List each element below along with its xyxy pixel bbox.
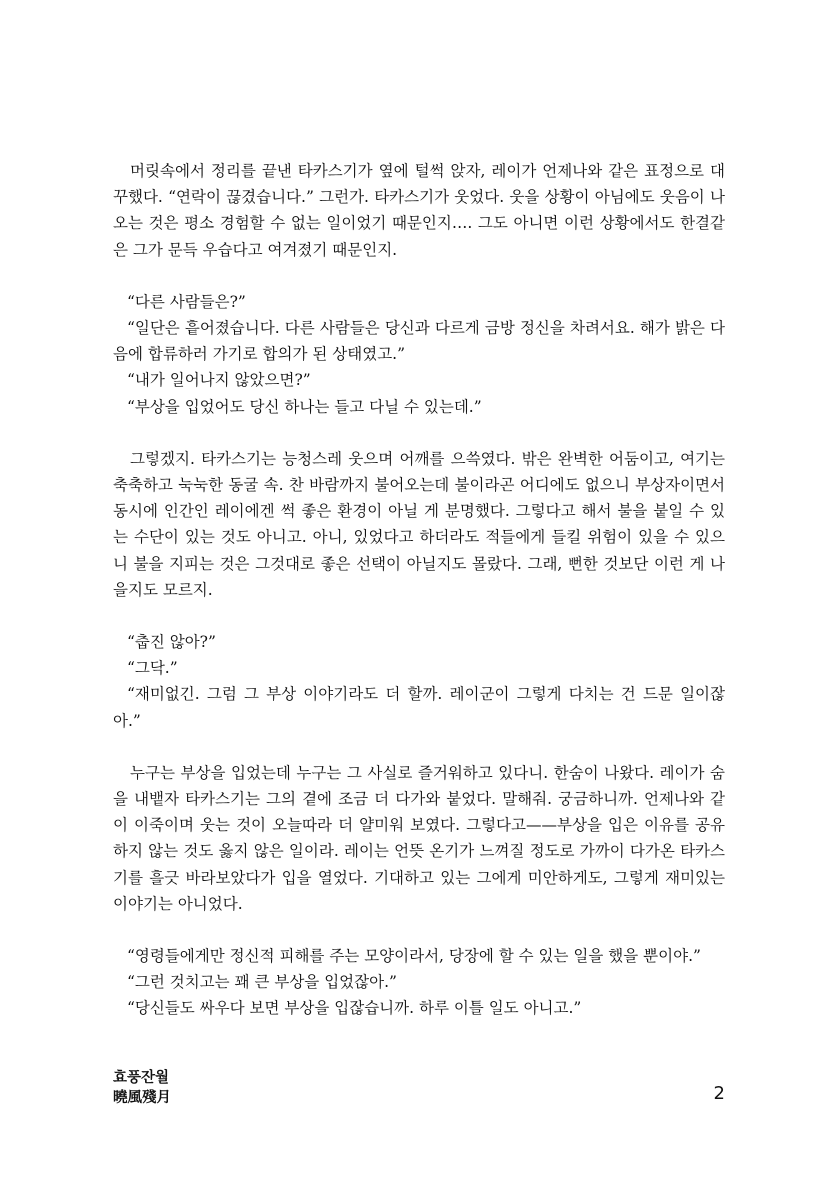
paragraph-gap	[113, 420, 725, 446]
book-title-hanja: 曉風殘月	[113, 1090, 171, 1106]
page-number: 2	[713, 1083, 725, 1104]
dialogue-line: “그닥.”	[126, 659, 178, 678]
book-title-korean: 효풍잔월	[113, 1070, 170, 1086]
dialogue-line: “내가 일어나지 않았으면?”	[126, 371, 311, 390]
narration-paragraph: 머릿속에서 정리를 끝낸 타카스기가 옆에 털썩 앉자, 레이가 언제나와 같은 표정으로 대꾸했다. “연락이 끊겼습니다.” 그런가. 타카스기가 웃었다. 웃을 상황이 아님에도 웃음이 나오는 것은 평소 경험할 수 없는 일이었기 때문인지…. 그도 아니면 이런 상황에서도 한결같은 그가 문득 우습다고 여겨졌기 때문인지.	[113, 162, 725, 259]
paragraph-gap	[113, 917, 725, 943]
dialogue-line: “일단은 흩어졌습니다. 다른 사람들은 당신과 다르게 금방 정신을 차려서요. 해가 밝은 다음에 합류하러 가기로 합의가 된 상태였고.”	[113, 319, 725, 364]
page-body	[113, 158, 725, 1022]
dialogue-line: “부상을 입었어도 당신 하나는 들고 다닐 수 있는데.”	[126, 397, 482, 416]
dialogue-line: “당신들도 싸우다 보면 부상을 입잖습니까. 하루 이틀 일도 아니고.”	[126, 999, 582, 1018]
paragraph-gap	[113, 734, 725, 760]
dialogue-line: “다른 사람들은?”	[126, 292, 246, 311]
dialogue-line: “영령들에게만 정신적 피해를 주는 모양이라서, 당장에 할 수 있는 일을 했을 뿐이야.”	[126, 947, 701, 966]
paragraph-gap	[113, 263, 725, 289]
narration-paragraph: 누구는 부상을 입었는데 누구는 그 사실로 즐거워하고 있다니. 한숨이 나왔다. 레이가 숨을 내뱉자 타카스기는 그의 곁에 조금 더 다가와 붙었다. 말해줘. 궁금하니까. 언제나와 같이 이죽이며 웃는 것이 오늘따라 더 얄미워 보였다. 그렇다고——부상을 입은 이유를 공유하지 않는 것도 옳지 않은 일이라. 레이는 언뜻 온기가 느껴질 정도로 가까이 다가온 타카스기를 흘긋 바라보았다가 입을 열었다. 기대하고 있는 그에게 미안하게도, 그렇게 재미있는 이야기는 아니었다.	[113, 763, 725, 913]
dialogue-line: “재미없긴. 그럼 그 부상 이야기라도 더 할까. 레이군이 그렇게 다치는 건 드문 일이잖아.”	[113, 685, 725, 730]
footer-book-title	[113, 1068, 171, 1108]
dialogue-line: “춥진 않아?”	[126, 633, 216, 652]
paragraph-gap	[113, 603, 725, 629]
narration-paragraph: 그렇겠지. 타카스기는 능청스레 웃으며 어깨를 으쓱였다. 밖은 완벽한 어둠이고, 여기는 축축하고 눅눅한 동굴 속. 찬 바람까지 불어오는데 불이라곤 어디에도 없으니 부상자이면서 동시에 인간인 레이에겐 썩 좋은 환경이 아닐 게 분명했다. 그렇다고 해서 불을 붙일 수 있는 수단이 있는 것도 아니고. 아니, 있었다고 하더라도 적들에게 들킬 위험이 있을 수 있으니 불을 지피는 것은 그것대로 좋은 선택이 아닐지도 몰랐다. 그래, 뻔한 것보단 이런 게 나을지도 모르지.	[113, 449, 725, 599]
dialogue-line: “그런 것치고는 꽤 큰 부상을 입었잖아.”	[126, 973, 397, 992]
